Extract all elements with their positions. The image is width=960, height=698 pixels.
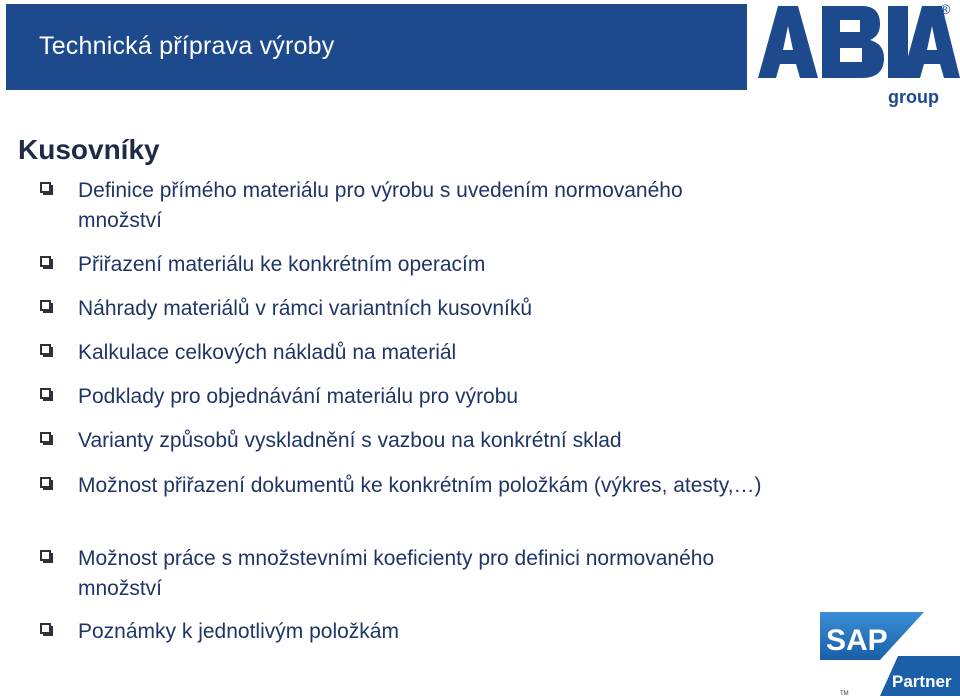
checkbox-bullet-icon xyxy=(40,477,51,488)
abia-group-logo xyxy=(752,0,960,112)
registered-mark: ® xyxy=(940,1,951,17)
partner-text: Partner xyxy=(892,672,952,691)
section-title: Kusovníky xyxy=(18,134,160,165)
checkbox-bullet-icon xyxy=(40,344,51,355)
page-title: Technická příprava výroby xyxy=(39,32,335,60)
checkbox-bullet-icon xyxy=(40,550,51,561)
trademark-mark: TM xyxy=(840,691,849,697)
header-bar xyxy=(6,4,747,90)
sap-text: SAP xyxy=(826,624,888,657)
checkbox-bullet-icon xyxy=(40,256,51,267)
checkbox-bullet-icon xyxy=(40,623,51,634)
checkbox-bullet-icon xyxy=(40,300,51,311)
checkbox-bullet-icon xyxy=(40,432,51,443)
sap-partner-logo xyxy=(820,612,960,698)
checkbox-bullet-icon xyxy=(40,388,51,399)
checkbox-bullet-icon xyxy=(40,182,51,193)
abia-group-text: group xyxy=(888,87,939,107)
